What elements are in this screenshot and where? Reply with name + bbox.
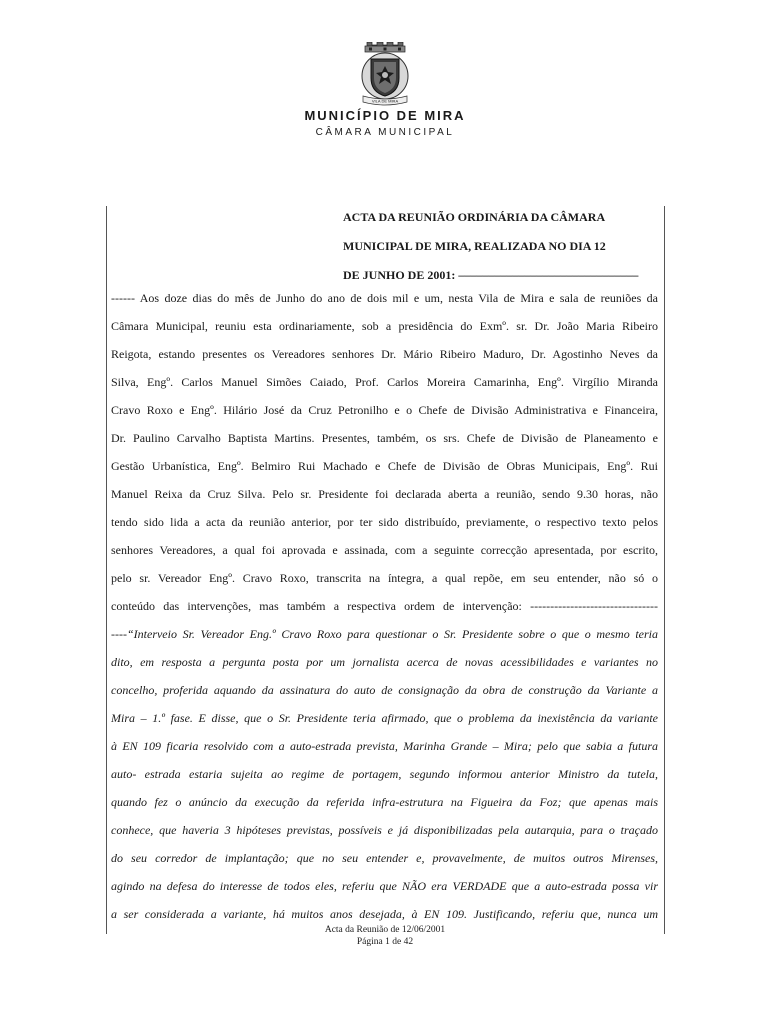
body-line: Cravo Roxo e Engº. Hilário José da Cruz Petronilho e o Chefe de Divisão Administrativa e Financeira, [111,403,658,417]
body-line: senhores Vereadores, a qual foi aprovada e assinada, com a seguinte correcção apresentada, por escrito, [111,543,658,557]
page-footer [0,924,770,948]
title-line: MUNICIPAL DE MIRA, REALIZADA NO DIA 12 [343,239,606,253]
title-line: DE JUNHO DE 2001: –––––––––––––––––––––––––––––– [343,268,639,282]
body-line: Dr. Paulino Carvalho Baptista Martins. Presentes, também, os srs. Chefe de Divisão de Planeamento e [111,431,658,445]
quoted-line: conhece, que haveria 3 hipóteses previstas, possíveis e já disponibilizadas pela autarquia, para o traçado [111,823,658,837]
quoted-line: ----“Interveio Sr. Vereador Eng.º Cravo Roxo para questionar o Sr. Presidente sobre o que o mesmo teria [111,627,658,641]
body-line: ------ Aos doze dias do mês de Junho do ano de dois mil e um, nesta Vila de Mira e sala de reuniões da [111,291,658,305]
quoted-line: à EN 109 ficaria resolvido com a auto-estrada prevista, Marinha Grande – Mira; pelo que sabia a futura [111,739,658,753]
body-line: tendo sido lida a acta da reunião anterior, por ter sido distribuído, previamente, o respectivo texto pelos [111,515,658,529]
document-body [111,284,658,928]
quoted-line: concelho, proferida aquando da assinatura do auto de consignação da obra de construção da Variante a [111,683,658,697]
organization-name: MUNICÍPIO DE MIRA [304,108,466,123]
document-title [343,203,658,290]
body-line: pelo sr. Vereador Engº. Cravo Roxo, transcrita na íntegra, a qual repõe, em seu entender, não só o [111,571,658,585]
title-line: ACTA DA REUNIÃO ORDINÁRIA DA CÂMARA [343,210,606,224]
quoted-line: dito, em resposta a pergunta posta por um jornalista acerca de novas acessibilidades e variantes no [111,655,658,669]
municipal-crest-logo [355,42,415,108]
quoted-line: agindo na defesa do interesse de todos eles, referiu que NÃO era VERDADE que a auto-estrada possa vir [111,879,658,893]
right-margin-line [664,206,665,934]
footer-acta-reference: Acta da Reunião de 12/06/2001 [324,925,446,935]
body-line: Manuel Reixa da Cruz Silva. Pelo sr. Presidente foi declarada aberta a reunião, sendo 9.30 horas, não [111,487,658,501]
crest-motto: VILA DE MIRA [371,98,399,104]
body-line: conteúdo das intervenções, mas também a respectiva ordem de intervenção: -------------------------------- [111,599,658,613]
body-line: Reigota, estando presentes os Vereadores senhores Dr. Mário Ribeiro Maduro, Dr. Agostinho Neves da [111,347,658,361]
body-line: Câmara Municipal, reuniu esta ordinariamente, sob a presidência do Exmº. sr. Dr. João Maria Ribeiro [111,319,658,333]
quoted-line: do seu corredor de implantação; que no seu entender e, provavelmente, de muitos outros Mirenses, [111,851,658,865]
quoted-line: auto- estrada estaria sujeita ao regime de portagem, segundo informou anterior Ministro da tutela, [111,767,658,781]
quoted-line: a ser considerada a variante, há muitos anos desejada, à EN 109. Justificando, referiu que, nunca um [111,907,658,921]
left-margin-line [106,206,107,934]
quoted-line: quando fez o anúncio da execução da referida infra-estrutura na Figueira da Foz; que apenas mais [111,795,658,809]
body-line: Gestão Urbanística, Engº. Belmiro Rui Machado e Chefe de Divisão de Obras Municipais, Engº. Rui [111,459,658,473]
body-line: Silva, Engº. Carlos Manuel Simões Caiado, Prof. Carlos Moreira Camarinha, Engº. Virgílio Miranda [111,375,658,389]
footer-page-number: Página 1 de 42 [356,937,414,947]
organization-subtitle: CÂMARA MUNICIPAL [315,127,455,138]
quoted-line: Mira – 1.º fase. E disse, que o Sr. Presidente teria afirmado, que o problema da inexistência da variante [111,711,658,725]
